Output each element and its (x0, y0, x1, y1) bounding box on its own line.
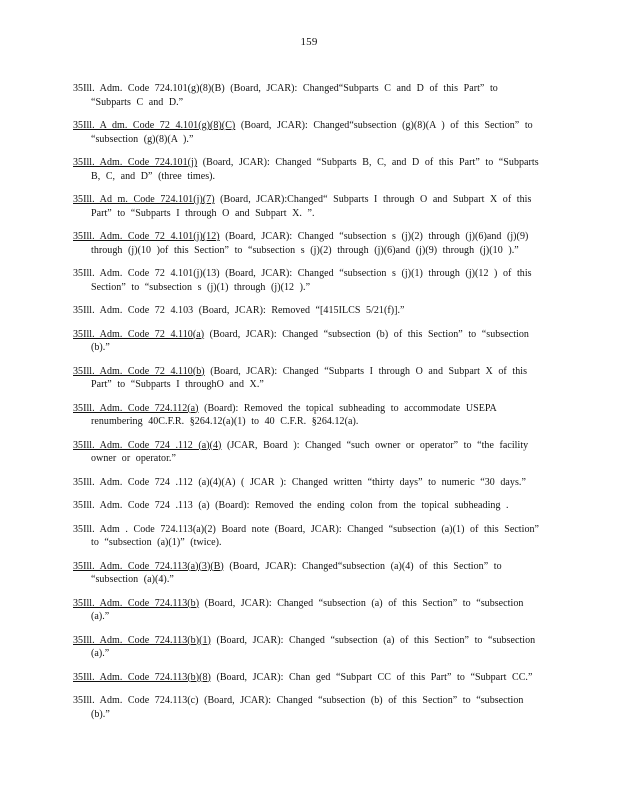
code-citation: 35Ill. A dm. Code 72 4.101(g)(8)(C) (73, 120, 236, 131)
page-number: 159 (300, 36, 318, 48)
amendment-entry (73, 634, 543, 661)
code-citation: 35Ill. Adm. Code 724.112(a) (73, 402, 199, 414)
amendment-text: (Board, JCAR): Chan ged “Subpart CC of this Part” to “Subpart CC.” (210, 671, 533, 683)
code-citation: 35Ill. Adm. Code 72 4.103 (73, 305, 194, 316)
amendment-entry (73, 671, 543, 685)
amendment-text: (Board, JCAR):Changed“ Subparts I through O and Subpart X of this Part” to “Subparts I through O and Subpart X. ”. (91, 194, 532, 219)
amendment-text: (Board, JCAR): Changed “subsection (a) of this Section” to “subsection (a).” (91, 597, 524, 622)
amendment-entry (73, 365, 543, 392)
amendment-entry (73, 597, 543, 624)
amendment-entry (73, 560, 543, 587)
amendment-text: ( JCAR ): Changed written “thirty days” to numeric “30 days.” (235, 476, 526, 488)
amendment-text: Board note (Board, JCAR): Changed “subsection (a)(1) of this Section” to “subsection (a)(1)” (twice). (91, 523, 540, 548)
amendment-text: (Board, JCAR): Changed“subsection (a)(4) of this Section” to “subsection (a)(4).” (91, 560, 502, 585)
code-citation: 35Ill. Adm. Code 724.101(g)(8)(B) (73, 83, 225, 94)
amendment-text: (Board, JCAR): Changed“subsection (g)(8)(A ) of this Section” to “subsection (g)(8)(A ).” (91, 120, 533, 145)
amendment-entry (73, 328, 543, 355)
code-citation: 35Ill. Adm. Code 72 4.101(j)(12) (73, 231, 220, 242)
code-citation: 35Ill. Adm. Code 724 .112 (a)(4) (73, 439, 222, 451)
code-citation: 35Ill. Ad m. Code 724.101(j)(7) (73, 194, 215, 205)
amendment-entry (73, 439, 543, 466)
amendment-text: (Board, JCAR): Changed “Subparts I through O and Subpart X of this Part” to “Subparts I throughO and X.” (91, 365, 528, 390)
code-citation: 35Ill. Adm. Code 724.113(b) (73, 597, 200, 609)
amendment-text: (Board, JCAR): Changed “Subparts B, C, and D of this Part” to “Subparts B, C, and D” (three times). (91, 157, 539, 182)
amendment-entry (73, 694, 543, 721)
code-citation: 35Ill. Adm. Code 724.101(j) (73, 157, 198, 168)
code-citation: 35Ill. Adm. Code 724 .113 (a) (73, 500, 210, 511)
amendment-list (73, 72, 543, 728)
amendment-text: (Board, JCAR): Changed “subsection s (j)(2) through (j)(6)and (j)(9) through (j)(10 )of this Section” to “subsection s (j)(2) through (j)(6)and (j)(9) through (j)(10 ).” (91, 231, 529, 256)
code-citation: 35Ill. Adm. Code 724.113(b)(1) (73, 634, 211, 646)
amendment-text: (Board): Removed the topical subheading to accommodate USEPA renumbering 40C.F.R. §264.12(a)(1) to 40 C.F.R. §264.12(a). (91, 402, 497, 427)
code-citation: 35Ill. Adm. Code 724.113(b)(8) (73, 671, 211, 683)
amendment-entry (73, 119, 543, 146)
amendment-text: (Board, JCAR): Changed “subsection s (j)(1) through (j)(12 ) of this Section” to “subsection s (j)(1) through (j)(12 ).” (91, 268, 532, 293)
amendment-entry (73, 304, 543, 318)
code-citation: 35Ill. Adm. Code 72 4.110(a) (73, 328, 205, 340)
amendment-text: (Board, JCAR): Changed “subsection (b) of this Section” to “subsection (b).” (91, 695, 524, 720)
amendment-entry (73, 499, 543, 513)
code-citation: 35Ill. Adm. Code 724.113(a)(3)(B) (73, 560, 224, 572)
amendment-text: (Board): Removed the ending colon from the topical subheading . (209, 500, 509, 511)
code-citation: 35Ill. Adm. Code 724 .112 (a)(4)(A) (73, 476, 236, 488)
amendment-text: (Board, JCAR): Changed“Subparts C and D of this Part” to “Subparts C and D.” (91, 83, 498, 108)
code-citation: 35Ill. Adm . Code 724.113(a)(2) (73, 523, 216, 535)
amendment-text: (Board, JCAR): Removed “[415ILCS 5/21(f)].” (193, 305, 405, 316)
amendment-entry (73, 193, 543, 220)
amendment-text: (Board, JCAR): Changed “subsection (b) of this Section” to “subsection (b).” (91, 328, 529, 353)
amendment-entry (73, 156, 543, 183)
amendment-entry (73, 402, 543, 429)
amendment-entry (73, 82, 543, 109)
amendment-text: (JCAR, Board ): Changed “such owner or operator” to “the facility owner or operator.” (91, 439, 529, 464)
amendment-entry (73, 523, 543, 550)
code-citation: 35Ill. Adm. Code 72 4.110(b) (73, 365, 205, 377)
code-citation: 35Ill. Adm. Code 72 4.101(j)(13) (73, 268, 220, 279)
amendment-text: (Board, JCAR): Changed “subsection (a) of this Section” to “subsection (a).” (91, 634, 536, 659)
amendment-entry (73, 230, 543, 257)
amendment-entry (73, 267, 543, 294)
amendment-entry (73, 476, 543, 490)
code-citation: 35Ill. Adm. Code 724.113(c) (73, 695, 199, 706)
